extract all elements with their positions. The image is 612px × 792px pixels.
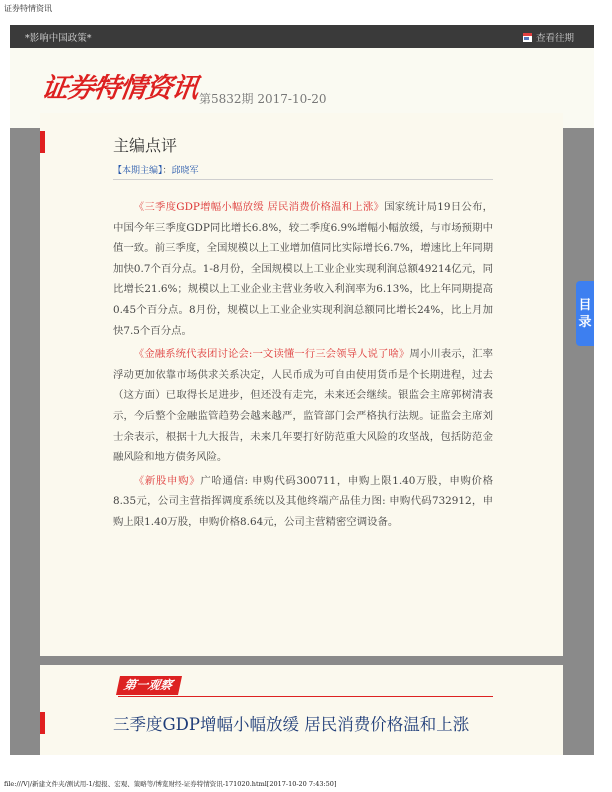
- observation-divider: [118, 696, 493, 697]
- editor-credit: [113, 163, 199, 176]
- toc-tab-char: 录: [578, 314, 592, 330]
- first-observation-tag: 第一观察: [116, 676, 182, 695]
- site-logo[interactable]: 证券特情资讯: [39, 73, 200, 104]
- policy-link[interactable]: *影响中国政策*: [25, 33, 92, 44]
- headline-link[interactable]: 《三季度GDP增幅小幅放缓 居民消费价格温和上涨》: [133, 201, 385, 213]
- editor-label: 【本期主编】: [113, 166, 163, 176]
- editor-colon: ：: [162, 166, 172, 176]
- print-header: 证券特情资讯: [4, 4, 52, 13]
- table-of-contents-tab[interactable]: [576, 281, 594, 346]
- print-footer: file:///V|/新建文件夹/测试用-1/提报、宏观、策略等/博览财经-证券特情资讯-171020.html[2017-10-20 7:43:50]: [4, 780, 337, 788]
- section-title: 主编点评: [113, 136, 178, 155]
- paragraph-text: 周小川表示，汇率浮动更加依靠市场供求关系决定，人民币成为可自由使用货币是个长期进程，过去（这方面）已取得长足进步，但还没有走完，未来还会继续。银监会主席郭树清表示，今后整个金融监管趋势会越来越严，监管部门会严格执行法规。证监会主席刘士余表示，根据十九大报告，未来几年要打好防范重大风险的攻坚战，包括防范金融风险和地方债务风险。: [113, 348, 493, 464]
- calendar-icon: [523, 33, 532, 42]
- article-title[interactable]: 三季度GDP增幅小幅放缓 居民消费价格温和上涨: [113, 715, 470, 734]
- history-link[interactable]: [523, 30, 574, 44]
- top-nav-bar: [10, 25, 594, 48]
- page-frame: [10, 25, 594, 755]
- headline-link[interactable]: 《新股申购》: [133, 474, 201, 487]
- section-accent-bar: [40, 712, 45, 734]
- paragraph-text: 国家统计局19日公布，中国今年三季度GDP同比增长6.8%，较二季度6.9%增幅小幅放缓，与市场预期中值一致。前三季度，全国规模以上工业增加值同比实际增长6.7%，增速比上年同期加快0.7个百分点。1-8月份，全国规模以上工业企业实现利润总额49214亿元，同比增长21.6%；规模以上工业企业主营业务收入利润率为6.13%，比上年同期提高0.45个百分点。8月份，规模以上工业企业实现利润总额同比增长24%，比上月加快7.5个百分点。: [113, 201, 493, 337]
- editor-name: 邱晓军: [171, 166, 199, 176]
- first-observation-card: [40, 665, 563, 755]
- commentary-paragraph: [113, 471, 493, 533]
- commentary-body: [113, 197, 493, 536]
- commentary-paragraph: [113, 344, 493, 468]
- headline-link[interactable]: 《金融系统代表团讨论会:一文读懂一行三会领导人说了啥》: [133, 348, 410, 361]
- editor-commentary-card: [40, 113, 563, 656]
- issue-number: 第5832期 2017-10-20: [199, 92, 327, 106]
- divider: [113, 179, 493, 180]
- toc-tab-char: 目: [578, 297, 592, 313]
- commentary-paragraph: [113, 197, 493, 341]
- section-accent-bar: [40, 131, 45, 153]
- paragraph-text: 广哈通信: 申购代码300711，申购上限1.40万股，申购价格8.35元，公司主营指挥调度系统以及其他终端产品佳力图: 申购代码732912，申购上限1.40万股，申购价格8.64元，公司主营精密空调设备。: [113, 474, 493, 528]
- history-link-label: 查看往期: [535, 33, 574, 44]
